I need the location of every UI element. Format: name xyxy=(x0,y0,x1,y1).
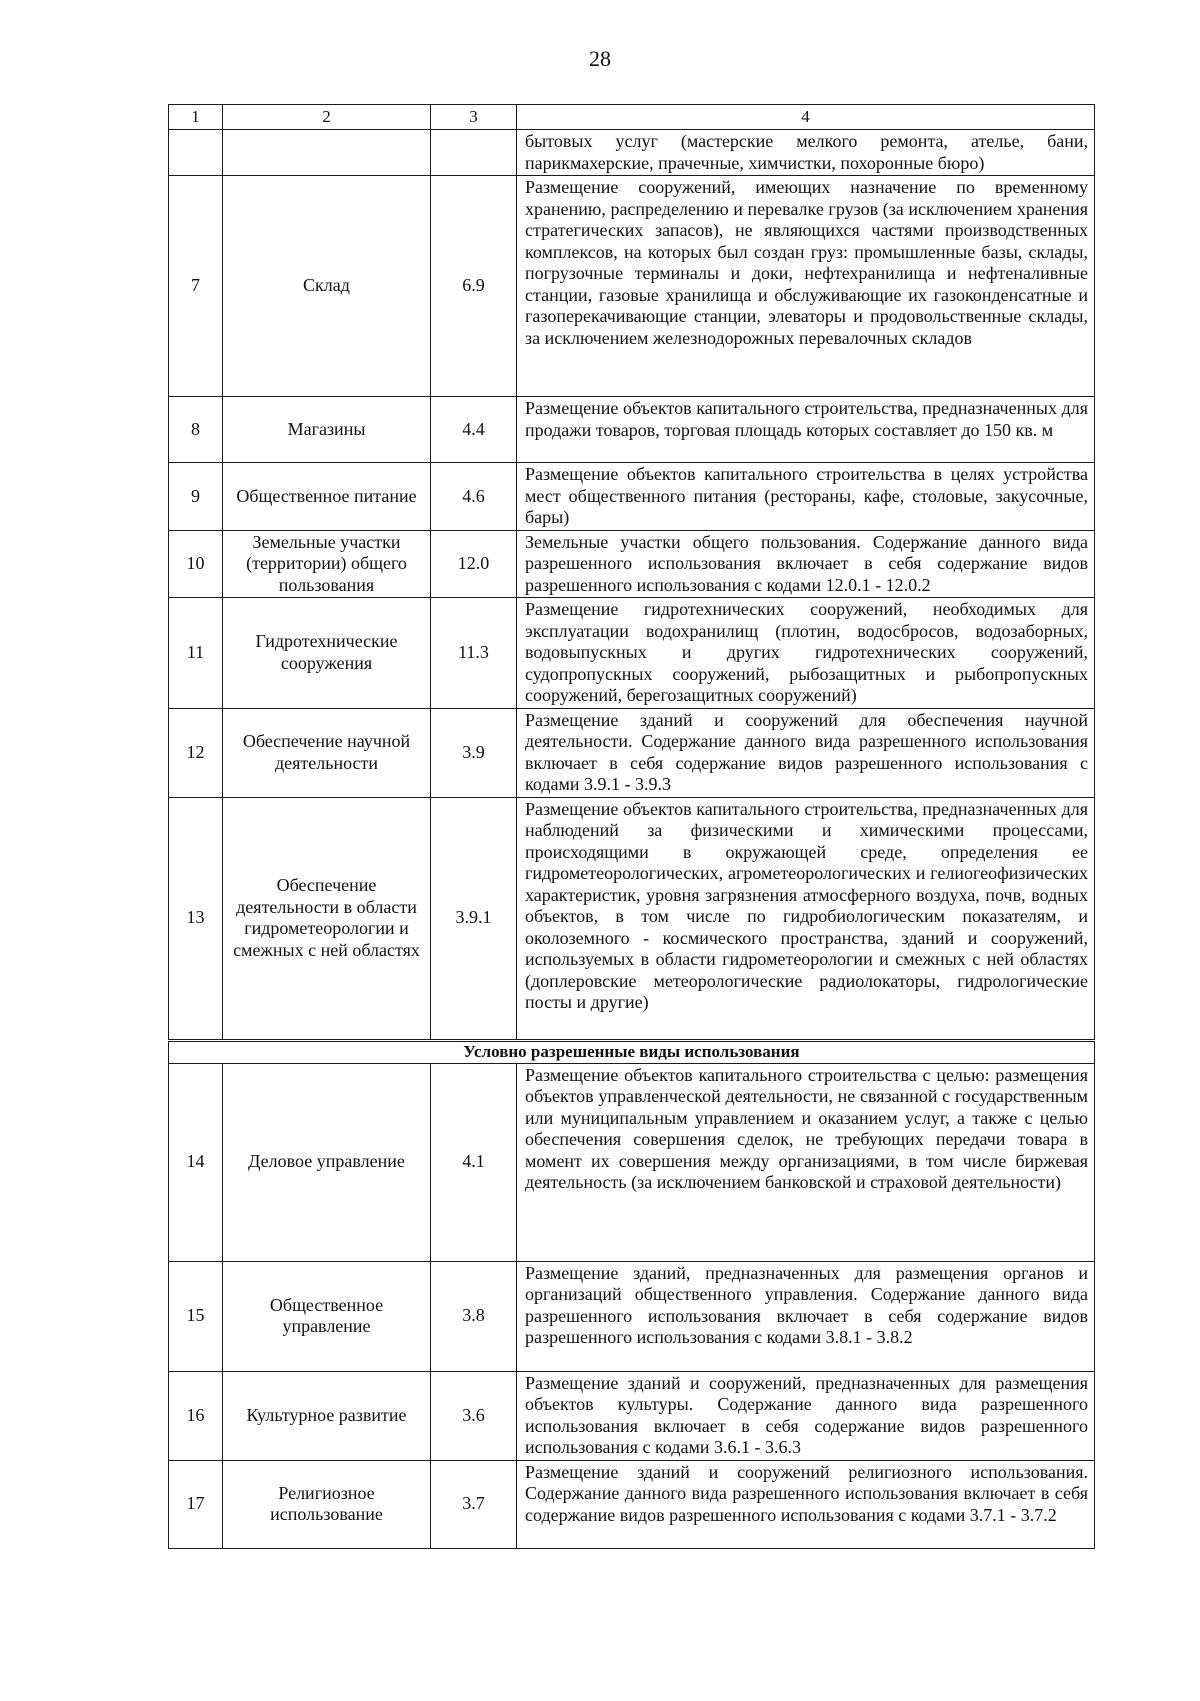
row-name: Деловое управление xyxy=(223,1063,431,1261)
row-code: 11.3 xyxy=(431,598,517,709)
row-name: Общественное питание xyxy=(223,463,431,531)
row-name: Магазины xyxy=(223,397,431,463)
row-description: Размещение зданий и сооружений, предназначенных для размещения объектов культуры. Содержание данного вида разрешенного использования включает в себя содержание видов разрешенного использования с кодами 3.6.1 - 3.6.3 xyxy=(517,1371,1095,1460)
header-col-3: 3 xyxy=(431,105,517,130)
row-code: 4.4 xyxy=(431,397,517,463)
row-number: 9 xyxy=(169,463,223,531)
row-code: 3.9 xyxy=(431,708,517,797)
table-row xyxy=(169,1371,1095,1460)
table-row xyxy=(169,1261,1095,1371)
land-use-table xyxy=(168,104,1095,1549)
row-number: 11 xyxy=(169,598,223,709)
header-col-1: 1 xyxy=(169,105,223,130)
row-code: 3.7 xyxy=(431,1460,517,1548)
row-description: Размещение гидротехнических сооружений, необходимых для эксплуатации водохранилищ (плотин, водосбросов, водозаборных, водовыпускных и других гидротехнических сооружений, судопропускных сооружений, рыбозащитных и рыбопропускных сооружений, берегозащитных сооружений) xyxy=(517,598,1095,709)
row-name: Земельные участки (территории) общего пользования xyxy=(223,530,431,598)
row-code: 3.6 xyxy=(431,1371,517,1460)
row-number: 12 xyxy=(169,708,223,797)
section-title: Условно разрешенные виды использования xyxy=(169,1040,1095,1063)
row-name: Обеспечение деятельности в области гидрометеорологии и смежных с ней областях xyxy=(223,797,431,1040)
section-header-row xyxy=(169,1040,1095,1063)
table-row xyxy=(169,176,1095,397)
row-description: Земельные участки общего пользования. Содержание данного вида разрешенного использования включает в себя содержание видов разрешенного использования с кодами 12.0.1 - 12.0.2 xyxy=(517,530,1095,598)
row-description: Размещение зданий и сооружений для обеспечения научной деятельности. Содержание данного вида разрешенного использования включает в себя содержание видов разрешенного использования с кодами 3.9.1 - 3.9.3 xyxy=(517,708,1095,797)
row-number: 10 xyxy=(169,530,223,598)
row-description: Размещение объектов капитального строительства в целях устройства мест общественного питания (рестораны, кафе, столовые, закусочные, бары) xyxy=(517,463,1095,531)
row-number: 17 xyxy=(169,1460,223,1548)
row-number: 8 xyxy=(169,397,223,463)
row-name: Религиозное использование xyxy=(223,1460,431,1548)
row-code: 12.0 xyxy=(431,530,517,598)
row-code: 6.9 xyxy=(431,176,517,397)
row-number: 13 xyxy=(169,797,223,1040)
row-code: 4.6 xyxy=(431,463,517,531)
header-col-4: 4 xyxy=(517,105,1095,130)
row-description: Размещение объектов капитального строительства, предназначенных для продажи товаров, торговая площадь которых составляет до 150 кв. м xyxy=(517,397,1095,463)
table-row xyxy=(169,598,1095,709)
row-number: 14 xyxy=(169,1063,223,1261)
table-row xyxy=(169,708,1095,797)
row-code: 4.1 xyxy=(431,1063,517,1261)
row-description: Размещение объектов капитального строительства, предназначенных для наблюдений за физическими и химическими процессами, происходящими в окружающей среде, определения ее гидрометеорологических, агрометеорологических и гелиогеофизических характеристик, уровня загрязнения атмосферного воздуха, почв, водных объектов, в том числе по гидробиологическим показателям, и околоземного - космического пространства, зданий и сооружений, используемых в области гидрометеорологии и смежных с ней областях (доплеровские метеорологические радиолокаторы, гидрологические посты и другие) xyxy=(517,797,1095,1040)
row-name: Культурное развитие xyxy=(223,1371,431,1460)
row-code: 3.8 xyxy=(431,1261,517,1371)
row-description: Размещение сооружений, имеющих назначение по временному хранению, распределению и перевалке грузов (за исключением хранения стратегических запасов), не являющихся частями производственных комплексов, на которых был создан груз: промышленные базы, склады, погрузочные терминалы и доки, нефтехранилища и нефтеналивные станции, газовые хранилища и обслуживающие их газоконденсатные и газоперекачивающие станции, элеваторы и продовольственные склады, за исключением железнодорожных перевалочных складов xyxy=(517,176,1095,397)
continuation-row xyxy=(169,130,1095,176)
table-header-row xyxy=(169,105,1095,130)
table-row xyxy=(169,1460,1095,1548)
page-number: 28 xyxy=(589,46,611,71)
row-name: Общественное управление xyxy=(223,1261,431,1371)
row-code: 3.9.1 xyxy=(431,797,517,1040)
table-row xyxy=(169,1063,1095,1261)
header-col-2: 2 xyxy=(223,105,431,130)
row-number: 7 xyxy=(169,176,223,397)
row-description: Размещение объектов капитального строительства с целью: размещения объектов управленческой деятельности, не связанной с государственным или муниципальным управлением и оказанием услуг, а также с целью обеспечения совершения сделок, не требующих передачи товара в момент их совершения между организациями, в том числе биржевая деятельность (за исключением банковской и страховой деятельности) xyxy=(517,1063,1095,1261)
table-row xyxy=(169,797,1095,1040)
continuation-text: бытовых услуг (мастерские мелкого ремонта, ателье, бани, парикмахерские, прачечные, химчистки, похоронные бюро) xyxy=(517,130,1095,176)
row-description: Размещение зданий и сооружений религиозного использования. Содержание данного вида разрешенного использования включает в себя содержание видов разрешенного использования с кодами 3.7.1 - 3.7.2 xyxy=(517,1460,1095,1548)
table-row xyxy=(169,530,1095,598)
table-row xyxy=(169,397,1095,463)
row-number: 15 xyxy=(169,1261,223,1371)
table-row xyxy=(169,463,1095,531)
row-name: Склад xyxy=(223,176,431,397)
row-name: Гидротехнические сооружения xyxy=(223,598,431,709)
row-description: Размещение зданий, предназначенных для размещения органов и организаций общественного управления. Содержание данного вида разрешенного использования включает в себя содержание видов разрешенного использования с кодами 3.8.1 - 3.8.2 xyxy=(517,1261,1095,1371)
row-number: 16 xyxy=(169,1371,223,1460)
row-name: Обеспечение научной деятельности xyxy=(223,708,431,797)
